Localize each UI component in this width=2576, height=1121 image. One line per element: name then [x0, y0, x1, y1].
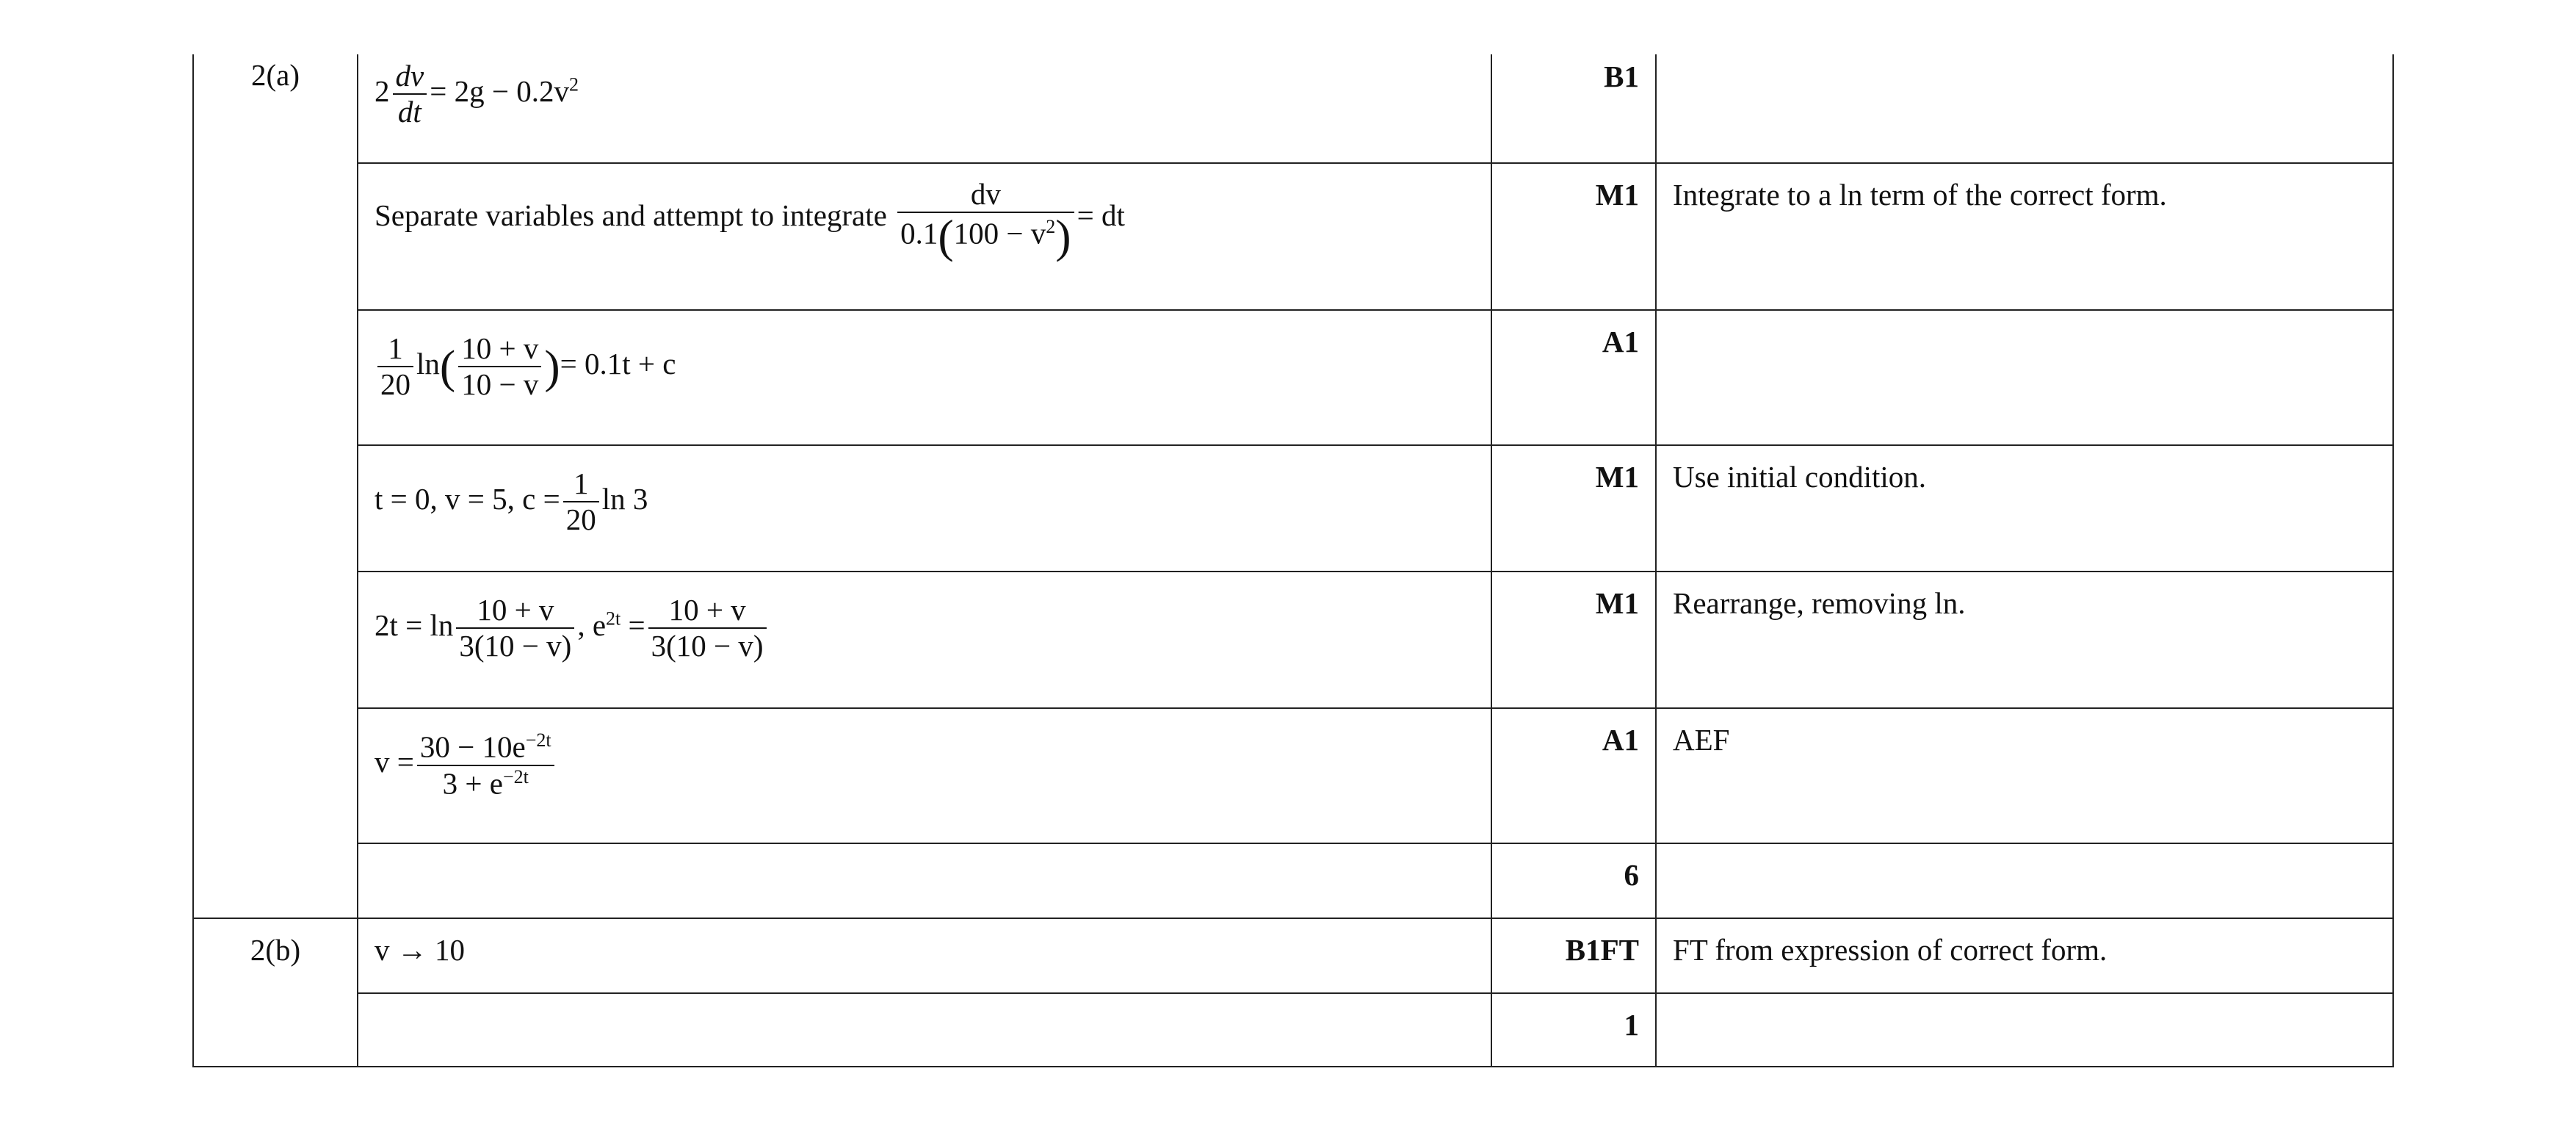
guidance-cell: [1656, 993, 2393, 1067]
math-expression: 2t = ln $\frac{10 + v}{3(10 - v)}$ , $e^{2t}$ = $\frac{10 + v}{3(10 - v)}$: [375, 608, 770, 642]
mark-cell: M1: [1491, 163, 1656, 310]
fraction: $\frac{30 - 10e^{-2t}}{3 + e^{-2t}}$: [417, 729, 554, 801]
fraction: $\frac{10 + v}{3(10 - v)}$: [648, 593, 767, 663]
guidance-cell: Integrate to a ln term of the correct form.: [1656, 163, 2393, 310]
table-row: [193, 918, 2393, 993]
guidance-cell: FT from expression of correct form.: [1656, 918, 2393, 993]
answer-cell: [358, 163, 1491, 310]
math-expression: Separate variables and attempt to integrate $\frac{dv}{0.1(100 - v^2)}$ = dt: [375, 177, 1125, 263]
math-expression: t = 0, v = 5, c = $\frac{1}{20}$ ln 3: [375, 466, 648, 537]
fraction: $\frac{10 + v}{10 - v}$: [458, 331, 541, 402]
fraction: $\frac{1}{20}$: [377, 331, 413, 402]
answer-cell: [358, 54, 1491, 163]
guidance-cell: Use initial condition.: [1656, 445, 2393, 572]
math-expression: v → 10: [375, 933, 465, 967]
math-expression: v = $\frac{30 - 10e^{-2t}}{3 + e^{-2t}}$: [375, 745, 557, 779]
table-row: [193, 708, 2393, 843]
table-row: [193, 163, 2393, 310]
fraction: $\frac{1}{20}$: [563, 466, 599, 537]
guidance-cell: [1656, 54, 2393, 163]
mark-cell: A1: [1491, 310, 1656, 445]
table-row: [193, 572, 2393, 708]
answer-cell: [358, 993, 1491, 1067]
answer-text: Separate variables and attempt to integrate: [375, 198, 887, 232]
guidance-cell: Rearrange, removing ln.: [1656, 572, 2393, 708]
answer-cell: [358, 572, 1491, 708]
table-row: [193, 993, 2393, 1067]
mark-cell: B1: [1491, 54, 1656, 163]
guidance-cell: [1656, 310, 2393, 445]
mark-cell: B1FT: [1491, 918, 1656, 993]
question-number-cell: [193, 54, 358, 918]
table-row: [193, 843, 2393, 918]
guidance-cell: [1656, 843, 2393, 918]
answer-cell: [358, 708, 1491, 843]
answer-cell: [358, 843, 1491, 918]
fraction: $\frac{dv}{dt}$: [393, 59, 427, 129]
math-expression: $\frac{1}{20}$ ln( $\frac{10 + v}{10 - v}$ )= 0.1t + c: [375, 347, 676, 381]
table-row: [193, 445, 2393, 572]
answer-cell: [358, 918, 1491, 993]
mark-cell: M1: [1491, 572, 1656, 708]
question-number: 2(a): [250, 58, 300, 92]
answer-cell: [358, 445, 1491, 572]
mark-total-cell: 6: [1491, 843, 1656, 918]
mark-total-cell: 1: [1491, 993, 1656, 1067]
mark-cell: M1: [1491, 445, 1656, 572]
mark-scheme-table: [192, 54, 2394, 1067]
guidance-cell: AEF: [1656, 708, 2393, 843]
question-number-cell: [193, 918, 358, 1067]
table-row: [193, 310, 2393, 445]
table-row: [193, 54, 2393, 163]
mark-cell: A1: [1491, 708, 1656, 843]
fraction: $\frac{10 + v}{3(10 - v)}$: [456, 593, 574, 663]
math-expression: 2 $\frac{dv}{dt}$ = $2g - 0.2v^2$: [375, 59, 579, 129]
fraction: $\frac{dv}{0.1(100 - v^2)}$: [897, 177, 1074, 260]
question-number: 2(b): [250, 933, 301, 967]
answer-cell: [358, 310, 1491, 445]
